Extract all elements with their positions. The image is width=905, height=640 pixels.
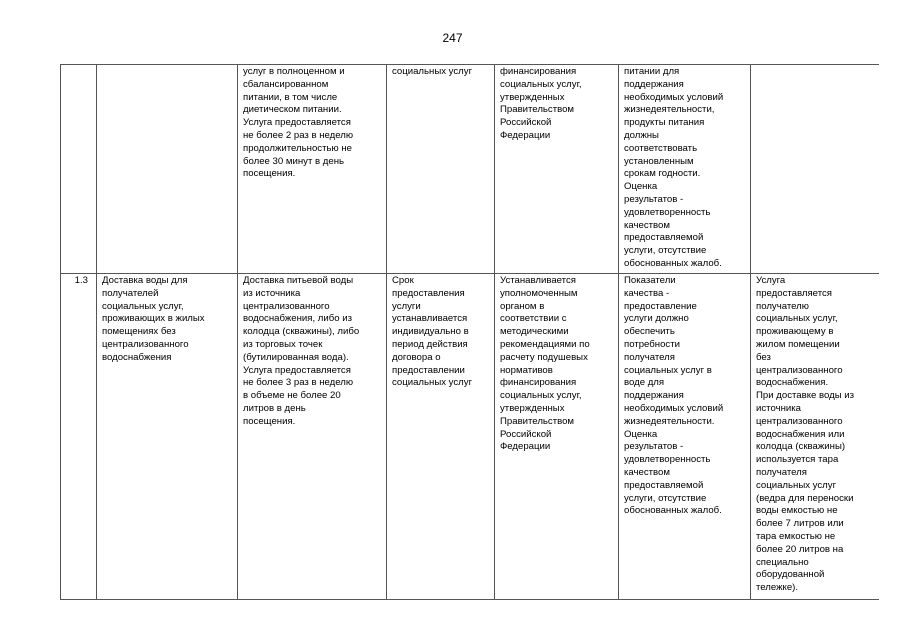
service-description-cell: Доставка питьевой воды из источника централизованного водоснабжения, либо из колодца (скважины), либо из торговых точек (бутилированная вода). Услуга предоставляется не более 3 раз в неделю в объеме не более 20 литров в день посещения.: [238, 274, 387, 600]
service-description-cell: услуг в полноценном и сбалансированном питании, в том числе диетическом питании. Услуга предоставляется не более 2 раз в неделю продолжительностью не более 30 минут в день посещения.: [238, 65, 387, 274]
service-name-cell: [97, 65, 238, 274]
service-term-cell: социальных услуг: [387, 65, 495, 274]
table-row: [61, 65, 879, 274]
row-number-cell: 1.3: [61, 274, 97, 600]
service-term-cell: Срок предоставления услуги устанавливается индивидуально в период действия договора о предоставлении социальных услуг: [387, 274, 495, 600]
service-name-cell: Доставка воды для получателей социальных услуг, проживающих в жилых помещениях без централизованного водоснабжения: [97, 274, 238, 600]
table-row: [61, 274, 879, 600]
quality-indicators-cell: Показатели качества - предоставление услуги должно обеспечить потребности получателя социальных услуг в воде для поддержания необходимых условий жизнедеятельности. Оценка результатов - удовлетворенность качеством предоставляемой услуги, отсутствие обоснованных жалоб.: [619, 274, 751, 600]
financing-cell: финансирования социальных услуг, утвержденных Правительством Российской Федерации: [495, 65, 619, 274]
conditions-cell: [751, 65, 879, 274]
conditions-cell: Услуга предоставляется получателю социальных услуг, проживающему в жилом помещении без централизованного водоснабжения. При доставке воды из источника централизованного водоснабжения или колодца (скважины) используется тара получателя социальных услуг (ведра для переноски воды емкостью не более 7 литров или тара емкостью не более 20 литров на специально оборудованной тележке).: [751, 274, 879, 600]
page-number: 247: [442, 31, 463, 45]
financing-cell: Устанавливается уполномоченным органом в соответствии с методическими рекомендациями по расчету подушевых нормативов финансирования социальных услуг, утвержденных Правительством Российской Федерации: [495, 274, 619, 600]
row-number-cell: [61, 65, 97, 274]
quality-indicators-cell: питании для поддержания необходимых условий жизнедеятельности, продукты питания должны соответствовать установленным срокам годности. Оценка результатов - удовлетворенность качеством предоставляемой услуги, отсутствие обоснованных жалоб.: [619, 65, 751, 274]
services-table: [60, 64, 879, 600]
